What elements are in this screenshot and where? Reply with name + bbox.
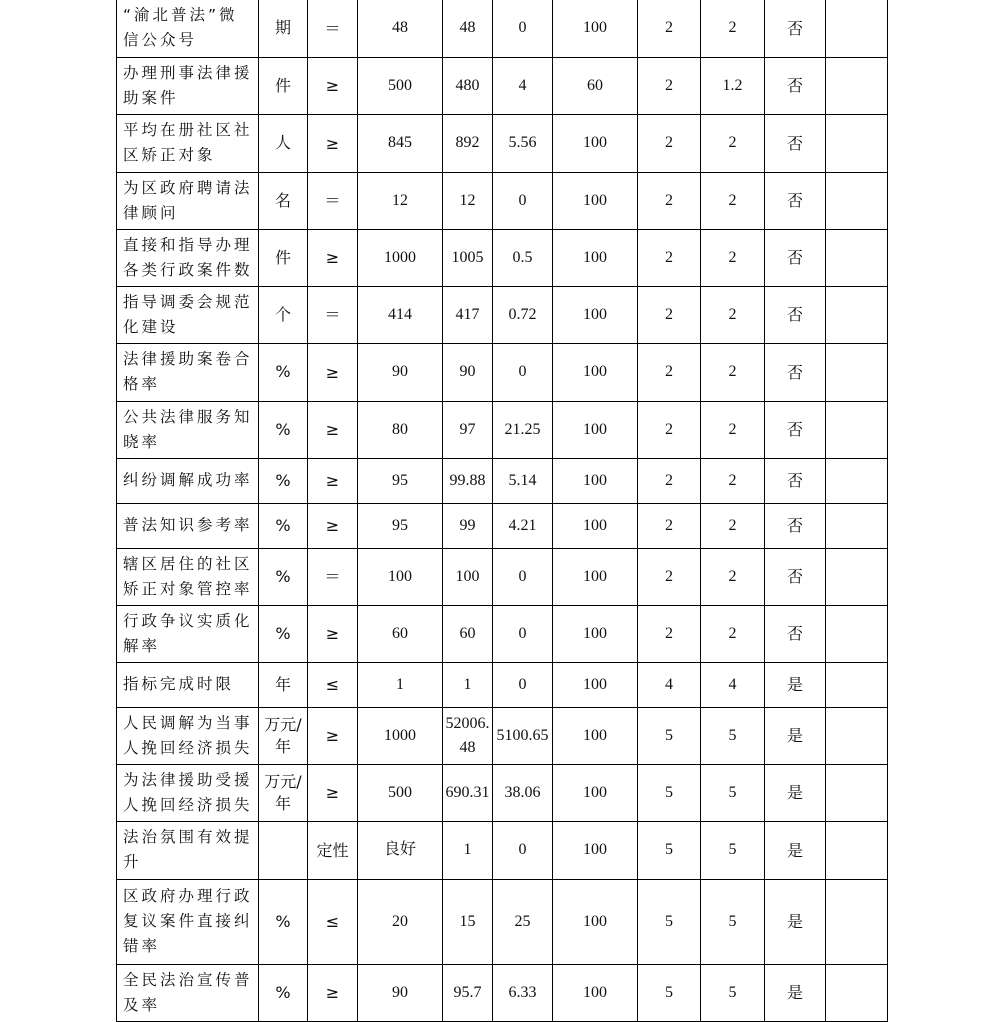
weight-cell: 5 <box>638 964 701 1021</box>
operator-cell: ＝ <box>308 548 358 605</box>
actual-value-cell: 1005 <box>443 229 493 286</box>
table-row <box>117 343 888 401</box>
note-cell <box>826 401 888 458</box>
note-cell <box>826 548 888 605</box>
score-rate-cell: 100 <box>553 0 638 57</box>
score-cell: 5 <box>701 821 765 879</box>
unit-cell: % <box>259 964 308 1021</box>
note-cell <box>826 964 888 1021</box>
weight-cell: 2 <box>638 229 701 286</box>
score-rate-cell: 100 <box>553 286 638 343</box>
core-indicator-flag-cell: 否 <box>765 548 826 605</box>
operator-cell: ≥ <box>308 401 358 458</box>
note-cell <box>826 114 888 172</box>
note-cell <box>826 286 888 343</box>
deviation-cell: 0.72 <box>493 286 553 343</box>
table-row <box>117 605 888 662</box>
unit-cell: % <box>259 401 308 458</box>
deviation-cell: 6.33 <box>493 964 553 1021</box>
operator-cell: ＝ <box>308 0 358 57</box>
indicator-name-cell: 全民法治宣传普及率 <box>117 964 259 1021</box>
score-rate-cell: 100 <box>553 764 638 821</box>
table-row <box>117 964 888 1021</box>
target-value-cell: 414 <box>358 286 443 343</box>
core-indicator-flag-cell: 是 <box>765 821 826 879</box>
score-rate-cell: 60 <box>553 57 638 114</box>
indicator-name-cell: “渝北普法”微信公众号 <box>117 0 259 57</box>
target-value-cell: 1000 <box>358 707 443 764</box>
core-indicator-flag-cell: 否 <box>765 286 826 343</box>
score-cell: 5 <box>701 707 765 764</box>
score-cell: 2 <box>701 172 765 229</box>
deviation-cell: 4 <box>493 57 553 114</box>
table-row <box>117 458 888 503</box>
table-row <box>117 821 888 879</box>
actual-value-cell: 95.7 <box>443 964 493 1021</box>
operator-cell: ≥ <box>308 114 358 172</box>
deviation-cell: 5.14 <box>493 458 553 503</box>
score-rate-cell: 100 <box>553 879 638 964</box>
operator-cell: ≤ <box>308 662 358 707</box>
deviation-cell: 5.56 <box>493 114 553 172</box>
score-cell: 1.2 <box>701 57 765 114</box>
note-cell <box>826 343 888 401</box>
target-value-cell: 100 <box>358 548 443 605</box>
unit-cell: 件 <box>259 229 308 286</box>
actual-value-cell: 52006.48 <box>443 707 493 764</box>
operator-cell: ＝ <box>308 172 358 229</box>
core-indicator-flag-cell: 是 <box>765 764 826 821</box>
table-row <box>117 401 888 458</box>
unit-cell: 人 <box>259 114 308 172</box>
weight-cell: 2 <box>638 0 701 57</box>
weight-cell: 5 <box>638 764 701 821</box>
core-indicator-flag-cell: 否 <box>765 605 826 662</box>
weight-cell: 2 <box>638 57 701 114</box>
weight-cell: 2 <box>638 172 701 229</box>
unit-cell: % <box>259 879 308 964</box>
operator-cell: ＝ <box>308 286 358 343</box>
core-indicator-flag-cell: 否 <box>765 172 826 229</box>
operator-cell: ≥ <box>308 503 358 548</box>
weight-cell: 5 <box>638 707 701 764</box>
table-row <box>117 114 888 172</box>
actual-value-cell: 480 <box>443 57 493 114</box>
deviation-cell: 4.21 <box>493 503 553 548</box>
operator-cell: ≥ <box>308 458 358 503</box>
operator-cell: ≥ <box>308 343 358 401</box>
target-value-cell: 48 <box>358 0 443 57</box>
actual-value-cell: 100 <box>443 548 493 605</box>
table-row <box>117 707 888 764</box>
core-indicator-flag-cell: 否 <box>765 503 826 548</box>
note-cell <box>826 821 888 879</box>
deviation-cell: 0 <box>493 0 553 57</box>
score-rate-cell: 100 <box>553 964 638 1021</box>
indicator-name-cell: 为法律援助受援人挽回经济损失 <box>117 764 259 821</box>
indicator-name-cell: 指导调委会规范化建设 <box>117 286 259 343</box>
unit-cell: 名 <box>259 172 308 229</box>
note-cell <box>826 172 888 229</box>
core-indicator-flag-cell: 否 <box>765 57 826 114</box>
indicator-table-container <box>116 0 887 1022</box>
performance-indicator-table <box>116 0 888 1022</box>
target-value-cell: 90 <box>358 343 443 401</box>
indicator-name-cell: 人民调解为当事人挽回经济损失 <box>117 707 259 764</box>
core-indicator-flag-cell: 否 <box>765 343 826 401</box>
score-rate-cell: 100 <box>553 458 638 503</box>
table-row <box>117 172 888 229</box>
deviation-cell: 25 <box>493 879 553 964</box>
unit-cell <box>259 821 308 879</box>
core-indicator-flag-cell: 否 <box>765 114 826 172</box>
target-value-cell: 80 <box>358 401 443 458</box>
note-cell <box>826 662 888 707</box>
note-cell <box>826 503 888 548</box>
score-cell: 2 <box>701 605 765 662</box>
actual-value-cell: 99.88 <box>443 458 493 503</box>
actual-value-cell: 892 <box>443 114 493 172</box>
target-value-cell: 60 <box>358 605 443 662</box>
unit-cell: 件 <box>259 57 308 114</box>
deviation-cell: 38.06 <box>493 764 553 821</box>
operator-cell: ≥ <box>308 229 358 286</box>
unit-cell: % <box>259 343 308 401</box>
target-value-cell: 845 <box>358 114 443 172</box>
indicator-name-cell: 区政府办理行政复议案件直接纠错率 <box>117 879 259 964</box>
weight-cell: 2 <box>638 401 701 458</box>
score-rate-cell: 100 <box>553 401 638 458</box>
target-value-cell: 12 <box>358 172 443 229</box>
core-indicator-flag-cell: 是 <box>765 879 826 964</box>
table-row <box>117 57 888 114</box>
score-cell: 2 <box>701 229 765 286</box>
score-cell: 2 <box>701 401 765 458</box>
actual-value-cell: 1 <box>443 821 493 879</box>
indicator-name-cell: 直接和指导办理各类行政案件数 <box>117 229 259 286</box>
actual-value-cell: 60 <box>443 605 493 662</box>
score-cell: 5 <box>701 764 765 821</box>
weight-cell: 4 <box>638 662 701 707</box>
deviation-cell: 0 <box>493 343 553 401</box>
note-cell <box>826 229 888 286</box>
table-row <box>117 0 888 57</box>
score-rate-cell: 100 <box>553 503 638 548</box>
target-value-cell: 20 <box>358 879 443 964</box>
score-rate-cell: 100 <box>553 172 638 229</box>
core-indicator-flag-cell: 是 <box>765 662 826 707</box>
score-cell: 2 <box>701 458 765 503</box>
table-row <box>117 503 888 548</box>
actual-value-cell: 97 <box>443 401 493 458</box>
weight-cell: 2 <box>638 114 701 172</box>
actual-value-cell: 12 <box>443 172 493 229</box>
score-cell: 5 <box>701 964 765 1021</box>
indicator-name-cell: 平均在册社区社区矫正对象 <box>117 114 259 172</box>
table-row <box>117 662 888 707</box>
core-indicator-flag-cell: 否 <box>765 229 826 286</box>
operator-cell: ≥ <box>308 605 358 662</box>
unit-cell: % <box>259 605 308 662</box>
score-rate-cell: 100 <box>553 548 638 605</box>
target-value-cell: 1 <box>358 662 443 707</box>
weight-cell: 2 <box>638 343 701 401</box>
indicator-name-cell: 法律援助案卷合格率 <box>117 343 259 401</box>
score-cell: 2 <box>701 503 765 548</box>
actual-value-cell: 15 <box>443 879 493 964</box>
operator-cell: ≥ <box>308 707 358 764</box>
score-cell: 2 <box>701 286 765 343</box>
score-rate-cell: 100 <box>553 707 638 764</box>
note-cell <box>826 0 888 57</box>
note-cell <box>826 764 888 821</box>
note-cell <box>826 57 888 114</box>
weight-cell: 2 <box>638 503 701 548</box>
unit-cell: 年 <box>259 662 308 707</box>
core-indicator-flag-cell: 否 <box>765 458 826 503</box>
actual-value-cell: 99 <box>443 503 493 548</box>
weight-cell: 2 <box>638 458 701 503</box>
unit-cell: 万元/年 <box>259 707 308 764</box>
deviation-cell: 0 <box>493 821 553 879</box>
deviation-cell: 0 <box>493 662 553 707</box>
note-cell <box>826 458 888 503</box>
indicator-name-cell: 辖区居住的社区矫正对象管控率 <box>117 548 259 605</box>
actual-value-cell: 90 <box>443 343 493 401</box>
score-rate-cell: 100 <box>553 821 638 879</box>
indicator-name-cell: 纠纷调解成功率 <box>117 458 259 503</box>
table-body <box>117 0 888 1021</box>
target-value-cell: 95 <box>358 503 443 548</box>
table-row <box>117 879 888 964</box>
weight-cell: 5 <box>638 879 701 964</box>
operator-cell: ≥ <box>308 764 358 821</box>
score-cell: 4 <box>701 662 765 707</box>
weight-cell: 2 <box>638 548 701 605</box>
weight-cell: 5 <box>638 821 701 879</box>
note-cell <box>826 879 888 964</box>
note-cell <box>826 605 888 662</box>
indicator-name-cell: 指标完成时限 <box>117 662 259 707</box>
core-indicator-flag-cell: 是 <box>765 707 826 764</box>
table-row <box>117 764 888 821</box>
actual-value-cell: 417 <box>443 286 493 343</box>
indicator-name-cell: 办理刑事法律援助案件 <box>117 57 259 114</box>
target-value-cell: 95 <box>358 458 443 503</box>
score-rate-cell: 100 <box>553 343 638 401</box>
target-value-cell: 1000 <box>358 229 443 286</box>
unit-cell: 个 <box>259 286 308 343</box>
indicator-name-cell: 为区政府聘请法律顾问 <box>117 172 259 229</box>
core-indicator-flag-cell: 否 <box>765 0 826 57</box>
target-value-cell: 500 <box>358 57 443 114</box>
unit-cell: % <box>259 503 308 548</box>
weight-cell: 2 <box>638 605 701 662</box>
actual-value-cell: 1 <box>443 662 493 707</box>
unit-cell: % <box>259 548 308 605</box>
actual-value-cell: 690.31 <box>443 764 493 821</box>
score-rate-cell: 100 <box>553 114 638 172</box>
deviation-cell: 0 <box>493 172 553 229</box>
unit-cell: % <box>259 458 308 503</box>
operator-cell: ≥ <box>308 964 358 1021</box>
deviation-cell: 0.5 <box>493 229 553 286</box>
score-rate-cell: 100 <box>553 229 638 286</box>
table-row <box>117 548 888 605</box>
score-cell: 2 <box>701 343 765 401</box>
score-rate-cell: 100 <box>553 605 638 662</box>
indicator-name-cell: 公共法律服务知晓率 <box>117 401 259 458</box>
score-cell: 2 <box>701 548 765 605</box>
score-rate-cell: 100 <box>553 662 638 707</box>
note-cell <box>826 707 888 764</box>
table-row <box>117 286 888 343</box>
score-cell: 2 <box>701 0 765 57</box>
deviation-cell: 21.25 <box>493 401 553 458</box>
actual-value-cell: 48 <box>443 0 493 57</box>
target-value-cell: 500 <box>358 764 443 821</box>
deviation-cell: 0 <box>493 548 553 605</box>
operator-cell: ≤ <box>308 879 358 964</box>
unit-cell: 万元/年 <box>259 764 308 821</box>
deviation-cell: 5100.65 <box>493 707 553 764</box>
core-indicator-flag-cell: 否 <box>765 401 826 458</box>
target-value-cell: 良好 <box>358 821 443 879</box>
indicator-name-cell: 法治氛围有效提升 <box>117 821 259 879</box>
table-row <box>117 229 888 286</box>
operator-cell: 定性 <box>308 821 358 879</box>
target-value-cell: 90 <box>358 964 443 1021</box>
indicator-name-cell: 行政争议实质化解率 <box>117 605 259 662</box>
operator-cell: ≥ <box>308 57 358 114</box>
weight-cell: 2 <box>638 286 701 343</box>
core-indicator-flag-cell: 是 <box>765 964 826 1021</box>
score-cell: 5 <box>701 879 765 964</box>
score-cell: 2 <box>701 114 765 172</box>
deviation-cell: 0 <box>493 605 553 662</box>
indicator-name-cell: 普法知识参考率 <box>117 503 259 548</box>
unit-cell: 期 <box>259 0 308 57</box>
